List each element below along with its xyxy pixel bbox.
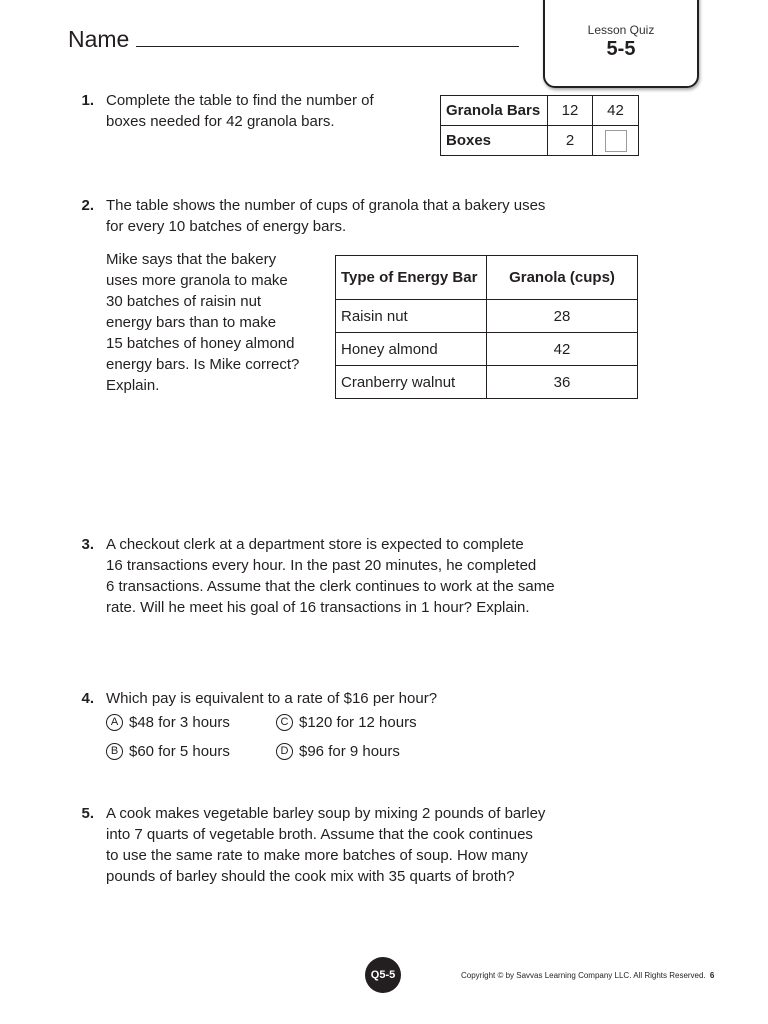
prompt-line: 30 batches of raisin nut bbox=[106, 293, 262, 310]
choice-d[interactable] bbox=[276, 743, 400, 760]
choice-c-bubble[interactable]: C bbox=[276, 714, 293, 731]
lesson-quiz-tab bbox=[543, 0, 699, 88]
table-cell: Honey almond bbox=[336, 333, 487, 366]
question-5-text bbox=[106, 803, 545, 887]
table-cell: 12 bbox=[548, 96, 593, 126]
question-1-number: 1. bbox=[81, 92, 94, 109]
row-label-granola-bars: Granola Bars bbox=[441, 96, 548, 126]
table-cell: 28 bbox=[487, 300, 638, 333]
table-row bbox=[336, 366, 638, 399]
table-row bbox=[336, 300, 638, 333]
question-3-line: 16 transactions every hour. In the past 20 minutes, he completed bbox=[106, 557, 537, 574]
choice-c[interactable] bbox=[276, 714, 417, 731]
answer-input-box[interactable] bbox=[605, 130, 627, 152]
name-write-line[interactable] bbox=[136, 46, 519, 47]
question-2-line: The table shows the number of cups of granola that a bakery uses bbox=[106, 197, 546, 214]
prompt-line: uses more granola to make bbox=[106, 272, 288, 289]
question-4-text: Which pay is equivalent to a rate of $16 per hour? bbox=[106, 690, 438, 707]
prompt-line: 15 batches of honey almond bbox=[106, 335, 295, 352]
energy-bar-table bbox=[335, 255, 638, 399]
page-number: 6 bbox=[709, 971, 715, 980]
column-header-type: Type of Energy Bar bbox=[336, 256, 487, 300]
lesson-quiz-label: Lesson Quiz bbox=[587, 23, 655, 37]
choice-a-text: $48 for 3 hours bbox=[129, 714, 230, 731]
table-row bbox=[441, 96, 639, 126]
name-label: Name bbox=[68, 26, 130, 52]
table-row bbox=[441, 126, 639, 156]
granola-boxes-table bbox=[440, 95, 639, 156]
table-cell: 36 bbox=[487, 366, 638, 399]
question-5-line: pounds of barley should the cook mix with 35 quarts of broth? bbox=[106, 868, 515, 885]
prompt-line: energy bars than to make bbox=[106, 314, 277, 331]
question-2-number: 2. bbox=[81, 197, 94, 214]
prompt-line: Mike says that the bakery bbox=[106, 251, 277, 268]
question-2-text bbox=[106, 195, 545, 237]
question-3-number: 3. bbox=[81, 536, 94, 553]
choice-d-text: $96 for 9 hours bbox=[299, 743, 400, 760]
choice-b-text: $60 for 5 hours bbox=[129, 743, 230, 760]
question-1-line: Complete the table to find the number of bbox=[106, 92, 374, 109]
answer-cell bbox=[593, 126, 639, 156]
table-cell: Cranberry walnut bbox=[336, 366, 487, 399]
question-5-line: A cook makes vegetable barley soup by mixing 2 pounds of barley bbox=[106, 805, 546, 822]
question-3-line: A checkout clerk at a department store is expected to complete bbox=[106, 536, 524, 553]
prompt-line: Explain. bbox=[106, 377, 160, 394]
choice-a-bubble[interactable]: A bbox=[106, 714, 123, 731]
question-2-line: for every 10 batches of energy bars. bbox=[106, 218, 347, 235]
table-cell: Raisin nut bbox=[336, 300, 487, 333]
question-5-line: into 7 quarts of vegetable broth. Assume that the cook continues bbox=[106, 826, 533, 843]
question-4-number: 4. bbox=[81, 690, 94, 707]
table-row bbox=[336, 333, 638, 366]
choice-b-bubble[interactable]: B bbox=[106, 743, 123, 760]
question-1-text bbox=[106, 90, 374, 132]
question-3-line: 6 transactions. Assume that the clerk continues to work at the same bbox=[106, 578, 555, 595]
page-code-badge: Q5-5 bbox=[365, 957, 401, 993]
column-header-granola: Granola (cups) bbox=[487, 256, 638, 300]
choice-c-text: $120 for 12 hours bbox=[299, 714, 417, 731]
lesson-quiz-number: 5-5 bbox=[606, 38, 636, 60]
question-2-prompt bbox=[106, 249, 299, 396]
table-cell: 42 bbox=[593, 96, 639, 126]
copyright-notice bbox=[461, 971, 714, 980]
choice-b[interactable] bbox=[106, 743, 230, 760]
question-5-line: to use the same rate to make more batches of soup. How many bbox=[106, 847, 528, 864]
choice-d-bubble[interactable]: D bbox=[276, 743, 293, 760]
row-label-boxes: Boxes bbox=[441, 126, 548, 156]
question-3-line: rate. Will he meet his goal of 16 transactions in 1 hour? Explain. bbox=[106, 599, 530, 616]
question-1-line: boxes needed for 42 granola bars. bbox=[106, 113, 335, 130]
choice-a[interactable] bbox=[106, 714, 230, 731]
prompt-line: energy bars. Is Mike correct? bbox=[106, 356, 300, 373]
table-cell: 42 bbox=[487, 333, 638, 366]
question-5-number: 5. bbox=[81, 805, 94, 822]
question-3-text bbox=[106, 534, 555, 618]
table-cell: 2 bbox=[548, 126, 593, 156]
copyright-text: Copyright © by Savvas Learning Company LLC. All Rights Reserved. bbox=[461, 971, 706, 980]
table-header-row bbox=[336, 256, 638, 300]
